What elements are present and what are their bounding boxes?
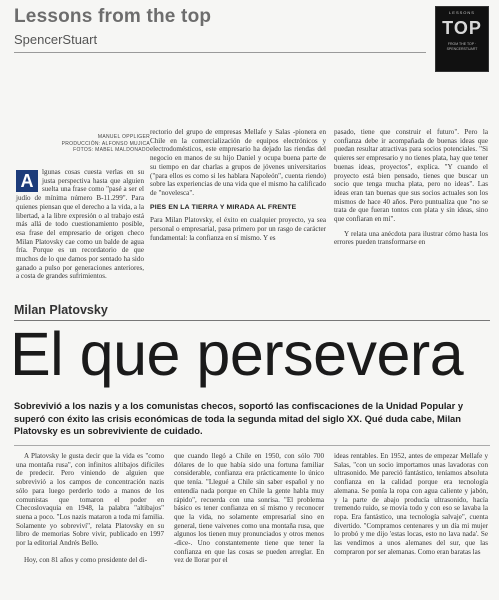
header-divider: [14, 52, 426, 53]
intro-text-2: rectorio del grupo de empresas Mellafe y Salas -pionera en Chile en la comercialización de equipos electrónicos y electrodomésticos, este empresario ha dejado las riendas del negocio en manos de su hijo Daniel y ocupa buena parte de su tiempo en dar charlas a grupos de jóvenes universitarios ("para ellos es como si les hablara Napoleón", cuenta riendo) sobre las experiencias de una vida que el mismo ha calificado de "novelesca".: [150, 128, 326, 197]
intro-text-1: lgunas cosas cuesta verlas en su justa perspectiva hasta que alguien suelta una frase como "pasé a ser el judío de mínima número B-11.299". Para quienes piensan que el derecho a la vida, a la libertad, a la libre expresión o al trabajo está más allá de todo cuestionamiento posible, esa frase del empresario de origen checo Milan Platovsky cae como un balde de agua fría. Porque es un recordatorio de que muchos de lo que damos por sentado ha sido ganado a pulso por generaciones anteriores, a costa de grandes sufrimientos.: [16, 168, 144, 281]
body-text-3: ideas rentables. En 1952, antes de empezar Mellafe y Salas, "con un socio importamos unas lavadoras con ultrasonido. Me pareció fantástico, teníamos absoluta confianza en la calidad porque era tecnología alemana. Se ponía la ropa con agua caliente y jabón, y la parte de abajo producía ultrasonido, hacía tremendo ruido, se movía todo y con eso se lavaba la ropa. Era fantástico, una tecnología salvaje", cuenta divertido. "Compramos centenares y un día mi mujer lo probó y me dijo 'estas locas, esto no lava nada'. Se las vendimos a unos alemanes del sur, que las compraron por ser alemanas. Como eran baratas las: [334, 452, 488, 556]
logo-text-main: TOP: [442, 18, 482, 38]
credit-photos: FOTOS: MABEL MALDONADO: [73, 147, 150, 153]
photo-credits: [40, 134, 150, 154]
article-lead: Sobrevivió a los nazis y a los comunistas checos, soportó las confiscaciones de la Unidad Popular y superó con éxito las crisis económicas de toda la segunda mitad del siglo XX. Qué duda cabe, Milan Platovsky es un sobreviviente de cuidado.: [14, 400, 464, 437]
lead-divider: [14, 445, 490, 446]
body-text-1: A Platovsky le gusta decir que la vida es "como una montaña rusa", con infinitos altibajos difíciles de predecir. Pero viniendo de alguien que sobrevivió a los campos de concentración nazis sólo para luego perderlo todo a manos de los comunistas que tomaron el poder en Checoslovaquia en 1948, la palabra "altibajos" suena a poco. "Los nazis mataron a toda mi familia. Solamente yo sobreviví", relata Platovsky en su libro de memorias Sobre vivir, publicado en 1997 por la editorial Andrés Bello.: [16, 452, 164, 548]
body-text-2: que cuando llegó a Chile en 1950, con sólo 700 dólares de lo que había sido una fortuna familiar considerable, confianza era prácticamente lo único que tenía. "Llegué a Chile sin saber español y no entendía nada porque en Chile la gente habla muy rápido", recuerda con una sonrisa. "El problema básico es tener confianza en sí mismo y reconocer que la vida, no solamente empresarial sino en general, tiene vaivenes como una montaña rusa, que algunos los tienen muy pronunciados y otros menos -dice-. Uno constantemente tiene que tener la confianza en que las cosas se pueden arreglar. En vez de llorar por el: [174, 452, 324, 565]
body-column-1: [16, 452, 164, 564]
intro-column-2: [150, 128, 326, 242]
article-headline: El que persevera: [10, 320, 464, 388]
credit-production: PRODUCCIÓN: ALFONSO MUJICA: [61, 140, 150, 147]
intro-text-3: pasado, tiene que construir el futuro". Pero la confianza debe ir acompañada de buenas ideas que puedan resultar atractivas para socios potenciales. "Si quieres ser empresario y no tienes plata, hay que tener buenas ideas, proyectos", explica. "Y cuando el proyecto está bien pensado, tienes que buscar un socio que tenga mucha plata, pero no ideas". Las ideas eran tan buenas que sus socios actuales son los mismos de hace 40 años. Pero puntualiza que "no se trata de que fueran tontos con plata y sin ideas, sino que confiaran en mí".: [334, 128, 488, 224]
sponsor-name: SpencerStuart: [14, 32, 98, 47]
body-text-1b: Hoy, con 81 años y como presidente del di-: [24, 555, 148, 564]
section-subhead: PIES EN LA TIERRA Y MIRADA AL FRENTE: [150, 203, 297, 211]
person-name: Milan Platovsky: [14, 303, 108, 317]
body-column-2: [174, 452, 324, 565]
section-title: Lessons from the top: [14, 6, 212, 27]
logo-text-bottom: FROM THE TOP · SPENCERSTUART: [446, 42, 478, 51]
intro-column-3: [334, 128, 488, 247]
intro-text-3b: Y relata una anécdota para ilustrar cómo hasta los errores pueden transformarse en: [334, 229, 488, 247]
drop-cap: A: [16, 170, 38, 192]
lessons-logo: [435, 6, 489, 72]
intro-text-2b: Para Milan Platovsky, el éxito en cualquier proyecto, ya sea personal o empresarial, pasa primero por un rasgo de carácter fundamental: la confianza en sí mismo. Y es: [150, 216, 326, 242]
logo-text-top: LESSONS: [449, 10, 475, 15]
credit-author: MANUEL OPPLIGER: [97, 134, 150, 140]
intro-column-1: [16, 168, 144, 281]
body-column-3: [334, 452, 488, 556]
